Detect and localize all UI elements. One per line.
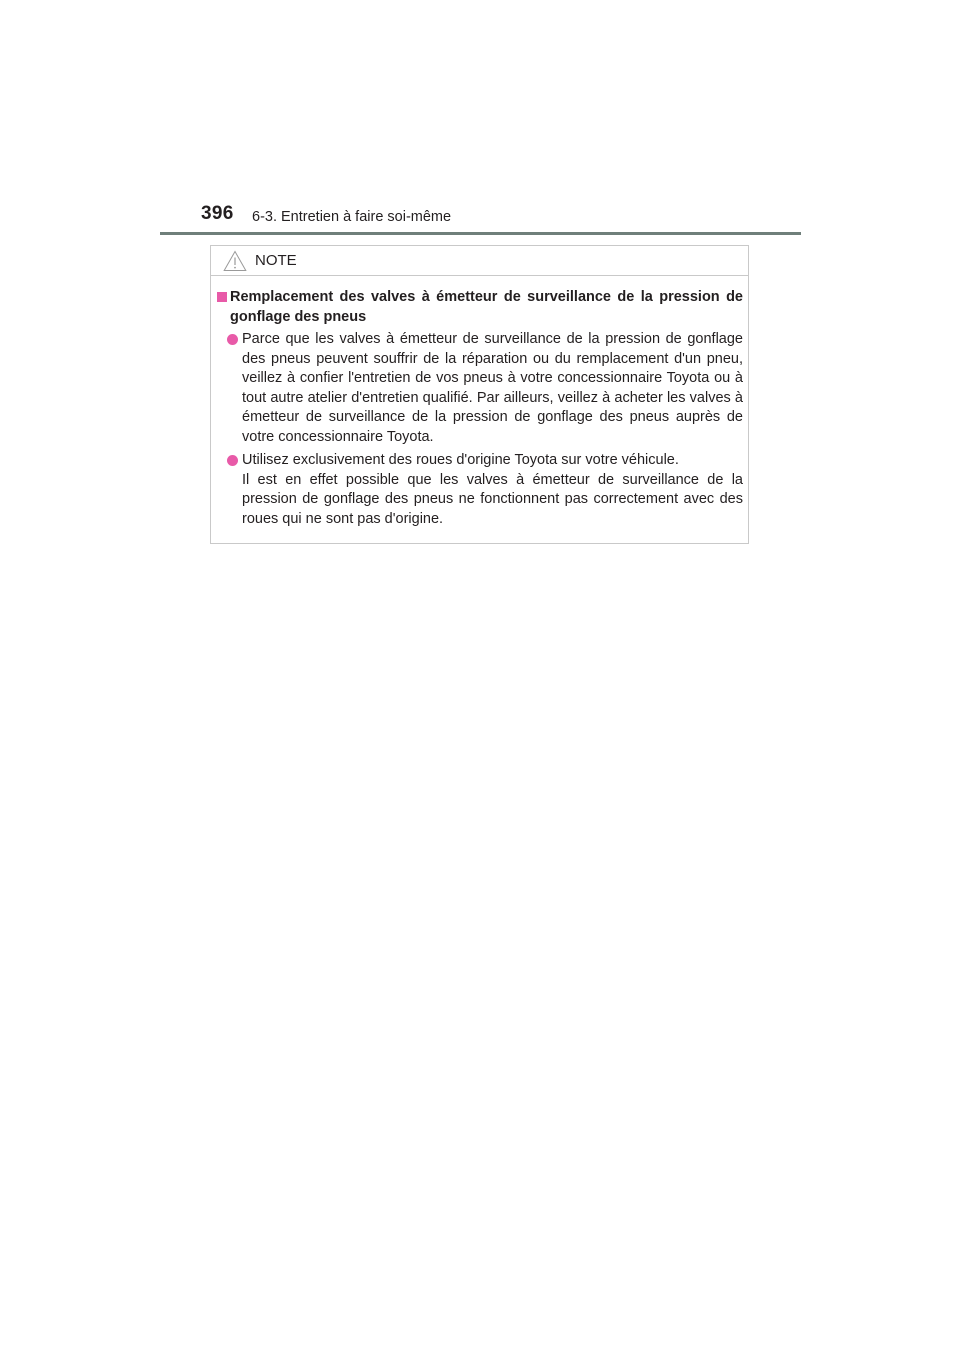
note-header: [211, 246, 748, 276]
note-heading-text: Remplacement des valves à émetteur de surveillance de la pression de gonflage des pneus: [230, 289, 743, 325]
note-box: [210, 245, 749, 544]
list-item: [227, 330, 743, 447]
circle-bullet-icon: [227, 334, 238, 345]
page-header: [0, 0, 960, 240]
note-label: NOTE: [255, 252, 297, 269]
list-item-text: Utilisez exclusivement des roues d'origine Toyota sur votre véhicule.: [242, 452, 679, 468]
page-number: 396: [201, 203, 234, 224]
list-item-text: Il est en effet possible que les valves à émetteur de surveillance de la pression de gonflage des pneus ne fonctionnent pas correctement avec des roues qui ne sont pas d'origine.: [242, 471, 743, 527]
warning-triangle-icon: [223, 250, 247, 272]
note-heading: [217, 288, 743, 327]
list-item-text: Parce que les valves à émetteur de surveillance de la pression de gonflage des pneus peuvent souffrir de la réparation ou du remplacement d'un pneu, veillez à confier l'entretien de vos pneus à votre concessionnaire Toyota ou à tout autre atelier d'entretien qualifié. Par ailleurs, veillez à acheter les valves à émetteur de surveillance de la pression de gonflage des pneus auprès de votre concessionnaire Toyota.: [242, 331, 743, 445]
circle-bullet-icon: [227, 455, 238, 466]
square-bullet-icon: [217, 292, 227, 302]
list-item: [227, 451, 743, 529]
header-rule: [160, 232, 801, 235]
note-content: [211, 288, 748, 529]
section-title: 6-3. Entretien à faire soi-même: [252, 209, 452, 225]
